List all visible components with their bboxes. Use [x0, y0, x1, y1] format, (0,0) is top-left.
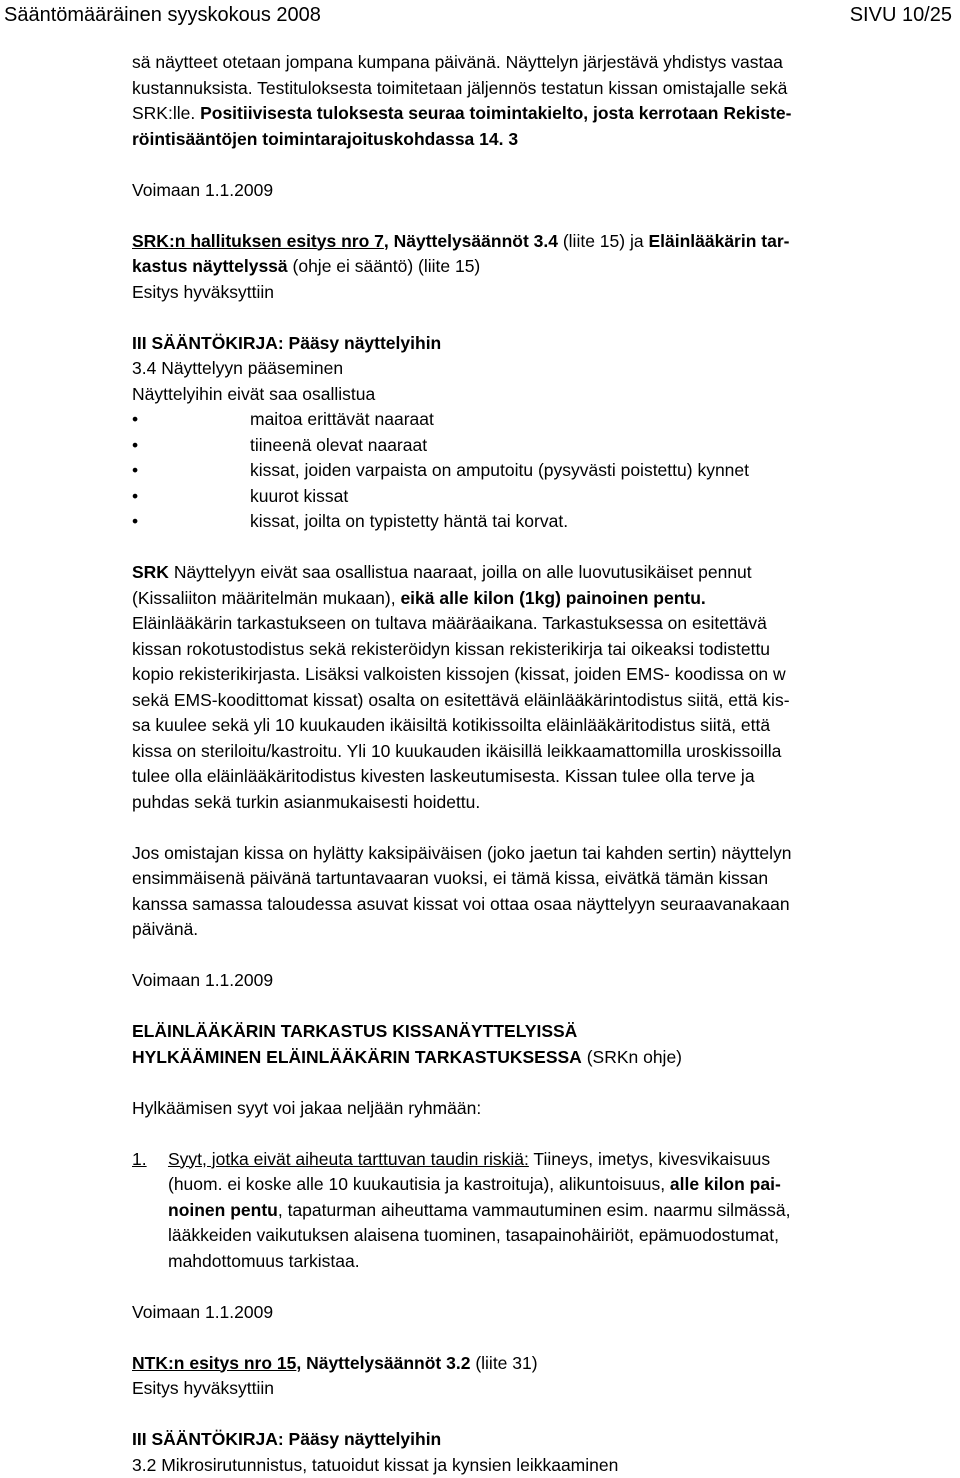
text-line	[132, 560, 952, 586]
bullet-icon: •	[132, 433, 138, 459]
text-line: ensimmäisenä päivänä tartuntavaaran vuoksi, ei tämä kissa, eivätkä tämän kissan	[132, 866, 952, 892]
text-line: Jos omistajan kissa on hylätty kaksipäiväisen (joko jaetun tai kahden sertin) näyttelyn	[132, 841, 952, 867]
header-title: Sääntömääräinen syyskokous 2008	[4, 2, 321, 28]
text-line	[132, 101, 952, 127]
text-line: kissa on steriloitu/kastroitu. Yli 10 kuukauden ikäisillä leikkaamattomilla uroskissoilla	[132, 739, 952, 765]
bold-text: kastus näyttelyssä	[132, 256, 288, 276]
text-run: , tapaturman aiheuttama vammautuminen esim. naarmu silmässä,	[278, 1200, 791, 1220]
proposal-link: SRK:n hallituksen esitys nro 7	[132, 231, 384, 251]
subsection-title: 3.2 Mikrosirutunnistus, tatuoidut kissat ja kynsien leikkaaminen	[132, 1453, 952, 1478]
proposal-title	[132, 1351, 952, 1377]
bold-text: SRK	[132, 562, 169, 582]
proposal-link: NTK:n esitys nro 15	[132, 1353, 296, 1373]
text-line	[168, 1147, 952, 1173]
effective-date: Voimaan 1.1.2009	[132, 178, 952, 204]
proposal-srk-7	[132, 229, 952, 306]
list-intro: Näyttelyihin eivät saa osallistua	[132, 382, 952, 408]
text-run: (SRKn ohje)	[582, 1047, 682, 1067]
bold-text: Positiivisesta tuloksesta seuraa toimintakielto, josta kerrotaan Rekiste-	[200, 103, 791, 123]
page-number: SIVU 10/25	[850, 2, 952, 28]
approval-status: Esitys hyväksyttiin	[132, 280, 952, 306]
underlined-text: Syyt, jotka eivät aiheuta tarttuvan taudin riskiä:	[168, 1149, 529, 1169]
text-line: sa kuulee sekä yli 10 kuukauden ikäisiltä kotikissoilta eläinlääkäritodistus siitä, että	[132, 713, 952, 739]
proposal-title	[132, 229, 952, 255]
bold-text: HYLKÄÄMINEN ELÄINLÄÄKÄRIN TARKASTUKSESSA	[132, 1047, 582, 1067]
paragraph-test-results	[132, 50, 952, 152]
bullet-icon: •	[132, 458, 138, 484]
text-line: puhdas sekä turkin asianmukaisesti hoidettu.	[132, 790, 952, 816]
bold-text: , Näyttelysäännöt 3.4	[384, 231, 558, 251]
bullet-icon: •	[132, 484, 138, 510]
text-line: sä näytteet otetaan jompana kumpana päivänä. Näyttelyn järjestävä yhdistys vastaa	[132, 50, 952, 76]
text-run: (Kissaliiton määritelmän mukaan),	[132, 588, 400, 608]
list-item-text: tiineenä olevat naaraat	[250, 433, 427, 459]
paragraph-disqualified	[132, 841, 952, 943]
rule-3-2	[132, 1427, 952, 1478]
numbered-item	[132, 1147, 952, 1275]
document-body	[132, 50, 952, 1478]
list-item	[132, 433, 952, 459]
list-item-text: kuurot kissat	[250, 484, 348, 510]
list-item	[132, 407, 952, 433]
list-intro: Hylkäämisen syyt voi jakaa neljään ryhmään:	[132, 1096, 952, 1122]
effective-date: Voimaan 1.1.2009	[132, 968, 952, 994]
text-run: SRK:lle.	[132, 103, 200, 123]
text-run: (liite 31)	[470, 1353, 537, 1373]
list-item	[132, 484, 952, 510]
bullet-icon: •	[132, 509, 138, 535]
section-heading: ELÄINLÄÄKÄRIN TARKASTUS KISSANÄYTTELYISSÄ	[132, 1019, 952, 1045]
text-line: kustannuksista. Testituloksesta toimitetaan jäljennös testatun kissan omistajalle sekä	[132, 76, 952, 102]
list-item	[132, 458, 952, 484]
bold-text: eikä alle kilon (1kg) painoinen pentu.	[400, 588, 705, 608]
bold-text: röintisääntöjen toimintarajoituskohdassa 14. 3	[132, 127, 952, 153]
item-number: 1.	[132, 1147, 147, 1173]
text-run: (liite 15) ja	[558, 231, 648, 251]
list-item-text: kissat, joilta on typistetty häntä tai korvat.	[250, 509, 568, 535]
bold-text: alle kilon pai-	[670, 1174, 781, 1194]
subsection-title: 3.4 Näyttelyyn pääseminen	[132, 356, 952, 382]
text-run: (huom. ei koske alle 10 kuukautisia ja kastroituja), alikuntoisuus,	[168, 1174, 670, 1194]
text-run: Tiineys, imetys, kivesvikaisuus	[529, 1149, 770, 1169]
bold-text: Eläinlääkärin tar-	[648, 231, 789, 251]
list-item-text: maitoa erittävät naaraat	[250, 407, 434, 433]
text-line: kopio rekisterikirjasta. Lisäksi valkoisten kissojen (kissat, joiden EMS- koodissa on w	[132, 662, 952, 688]
text-line: kissan rokotustodistus sekä rekisteröidyn kissan rekisterikirja tai oikeaksi todistettu	[132, 637, 952, 663]
section-heading	[132, 1045, 952, 1071]
text-line: päivänä.	[132, 917, 952, 943]
page-header	[0, 2, 960, 28]
text-line: Eläinlääkärin tarkastukseen on tultava määräaikana. Tarkastuksessa on esitettävä	[132, 611, 952, 637]
effective-date: Voimaan 1.1.2009	[132, 1300, 952, 1326]
rule-3-4	[132, 331, 952, 535]
text-line: kanssa samassa taloudessa asuvat kissat voi ottaa osaa näyttelyyn seuraavanakaan	[132, 892, 952, 918]
proposal-ntk-15	[132, 1351, 952, 1402]
text-run: Näyttelyyn eivät saa osallistua naaraat, joilla on alle luovutusikäiset pennut	[169, 562, 752, 582]
section-heading: III SÄÄNTÖKIRJA: Pääsy näyttelyihin	[132, 1427, 952, 1453]
text-line	[132, 254, 952, 280]
text-line: lääkkeiden vaikutuksen alaisena tuominen, tasapainohäiriöt, epämuodostumat,	[168, 1223, 952, 1249]
list-item-text: kissat, joiden varpaista on amputoitu (pysyvästi poistettu) kynnet	[250, 458, 749, 484]
text-run: (ohje ei sääntö) (liite 15)	[288, 256, 481, 276]
text-line: mahdottomuus tarkistaa.	[168, 1249, 952, 1275]
paragraph-srk-rules	[132, 560, 952, 815]
text-line: sekä EMS-koodittomat kissat) osalta on esitettävä eläinlääkärintodistus siitä, että kis-	[132, 688, 952, 714]
vet-inspection-section	[132, 1019, 952, 1274]
section-heading: III SÄÄNTÖKIRJA: Pääsy näyttelyihin	[132, 331, 952, 357]
list-item	[132, 509, 952, 535]
text-line	[132, 586, 952, 612]
bold-text: , Näyttelysäännöt 3.2	[296, 1353, 470, 1373]
text-line	[168, 1172, 952, 1198]
text-line: tulee olla eläinlääkäritodistus kivesten laskeutumisesta. Kissan tulee olla terve ja	[132, 764, 952, 790]
text-line	[168, 1198, 952, 1224]
bold-text: noinen pentu	[168, 1200, 278, 1220]
approval-status: Esitys hyväksyttiin	[132, 1376, 952, 1402]
bullet-icon: •	[132, 407, 138, 433]
